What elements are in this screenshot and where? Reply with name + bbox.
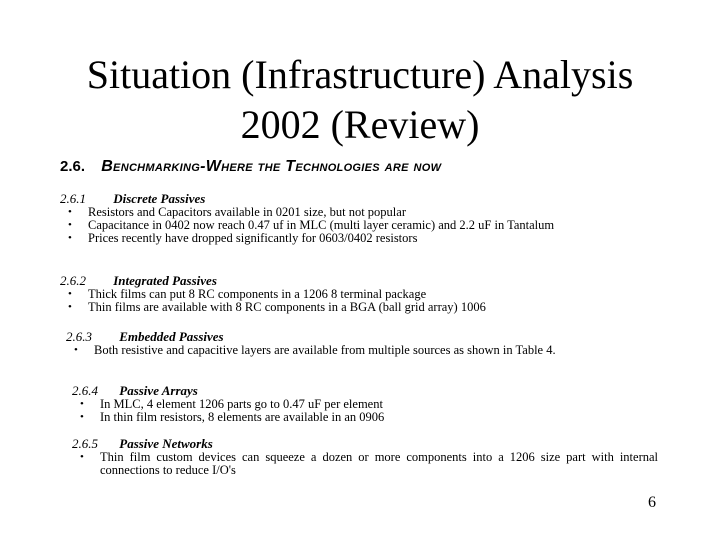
bullet-icon: • xyxy=(68,232,72,244)
bullet-text: Both resistive and capacitive layers are available from multiple sources as shown in Table 4. xyxy=(94,343,556,357)
subsection-number: 2.6.3 xyxy=(66,329,92,344)
subsection-number: 2.6.5 xyxy=(72,436,98,451)
subsection-number: 2.6.4 xyxy=(72,383,98,398)
subsection-2-6-1 xyxy=(60,192,654,245)
subsection-title: Discrete Passives xyxy=(113,191,206,206)
subsection-title: Integrated Passives xyxy=(113,273,217,288)
bullet-item xyxy=(72,451,658,477)
bullet-text: Thin film custom devices can squeeze a dozen or more components into a 1206 size part with internal connections to reduce I/O's xyxy=(100,450,658,477)
subsection-number: 2.6.2 xyxy=(60,273,86,288)
subsection-header xyxy=(72,437,658,451)
slide-title-line-1: Situation (Infrastructure) Analysis xyxy=(86,52,634,97)
subsection-title: Embedded Passives xyxy=(119,329,224,344)
bullet-text: Resistors and Capacitors available in 0201 size, but not popular xyxy=(88,205,406,219)
subsection-2-6-2 xyxy=(60,274,654,314)
bullet-text: Thin films are available with 8 RC components in a BGA (ball grid array) 1006 xyxy=(88,300,486,314)
subsection-2-6-5 xyxy=(72,437,658,477)
bullet-text: Prices recently have dropped significantly for 0603/0402 resistors xyxy=(88,231,418,245)
bullet-item xyxy=(72,411,654,424)
section-heading-text: Benchmarking-Where the Technologies are now xyxy=(101,158,442,175)
bullet-icon: • xyxy=(80,411,84,423)
slide-title xyxy=(0,50,720,150)
bullet-text: Thick films can put 8 RC components in a 1206 8 terminal package xyxy=(88,287,427,301)
subsection-header xyxy=(60,274,654,288)
bullet-icon: • xyxy=(80,398,84,410)
bullet-item xyxy=(60,232,654,245)
bullet-text: In MLC, 4 element 1206 parts go to 0.47 uF per element xyxy=(100,397,383,411)
section-heading-number: 2.6. xyxy=(60,158,86,175)
slide-title-line-2: 2002 (Review) xyxy=(240,102,480,147)
bullet-item xyxy=(66,344,654,357)
bullet-icon: • xyxy=(68,301,72,313)
section-heading xyxy=(60,158,680,176)
subsection-number: 2.6.1 xyxy=(60,191,86,206)
bullet-icon: • xyxy=(68,288,72,300)
subsection-title: Passive Networks xyxy=(119,436,213,451)
page-number: 6 xyxy=(648,494,656,511)
bullet-icon: • xyxy=(68,206,72,218)
bullet-icon: • xyxy=(80,451,84,463)
subsection-2-6-4 xyxy=(72,384,654,424)
bullet-icon: • xyxy=(74,344,78,356)
subsection-header xyxy=(60,192,654,206)
subsection-header xyxy=(66,330,654,344)
subsection-header xyxy=(72,384,654,398)
bullet-item xyxy=(60,301,654,314)
subsection-title: Passive Arrays xyxy=(119,383,198,398)
subsection-2-6-3 xyxy=(66,330,654,357)
bullet-icon: • xyxy=(68,219,72,231)
bullet-text: Capacitance in 0402 now reach 0.47 uf in MLC (multi layer ceramic) and 2.2 uF in Tantalum xyxy=(88,218,555,232)
bullet-text: In thin film resistors, 8 elements are available in an 0906 xyxy=(100,410,385,424)
